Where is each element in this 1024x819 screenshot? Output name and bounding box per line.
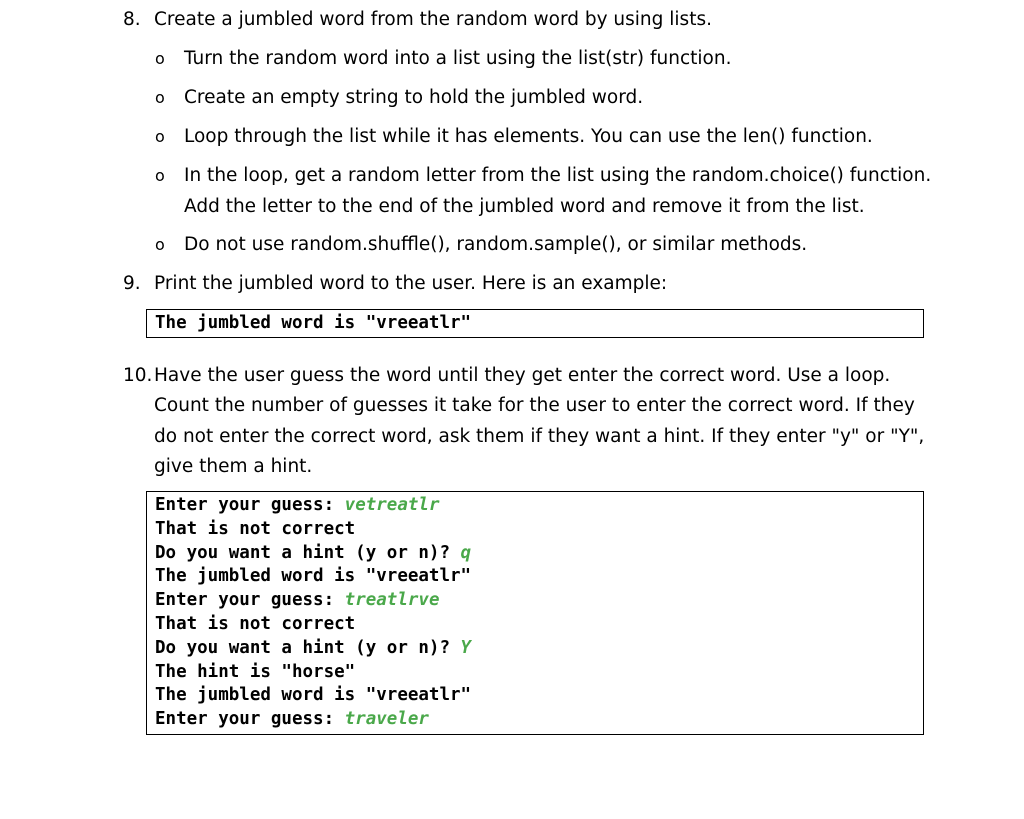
bullet-marker: o [155,49,165,68]
console-prompt: That is not correct [155,518,356,539]
user-input: treatlrve [344,590,440,611]
step-9-text: Print the jumbled word to the user. Here is an example: [154,273,668,294]
console-prompt: Do you want a hint (y or n)? [155,542,461,563]
step-9-number: 9. [123,273,141,294]
console-line [155,565,923,589]
console-line [155,637,923,661]
step-8-bullet-5: Do not use random.shuffle(), random.sample(), or similar methods. [184,234,808,255]
console-line [155,494,923,518]
user-input: vetreatlr [344,495,440,515]
console-line [155,589,923,613]
step-10-number: 10. [123,365,153,386]
step-8-bullet-3: Loop through the list while it has elements. You can use the len() function. [184,126,873,147]
console-prompt: The jumbled word is "vreeatlr" [155,685,472,706]
console-line [155,542,923,566]
console-prompt: Do you want a hint (y or n)? [155,637,461,658]
console-line [155,684,923,708]
step-8-bullet-1: Turn the random word into a list using the list(str) function. [184,48,732,69]
bullet-marker: o [155,235,165,254]
console-prompt: The jumbled word is "vreeatlr" [155,566,472,587]
bullet-marker: o [155,127,165,146]
console-line [155,708,923,732]
step-10-text [154,361,924,482]
step-10-line-3: do not enter the correct word, ask them if they want a hint. If they enter "y" or "Y", [154,425,925,447]
console-line [155,518,923,542]
step-10-line-1: Have the user guess the word until they get enter the correct word. Use a loop. [154,365,891,386]
example-output-box [146,309,924,338]
console-line [155,661,923,685]
user-input: traveler [344,709,429,730]
step-10-line-2: Count the number of guesses it take for the user to enter the correct word. If they [154,395,915,417]
step-8-bullet-4-line-2: Add the letter to the end of the jumbled word and remove it from the list. [184,196,865,217]
step-10-line-4: give them a hint. [154,455,313,477]
bullet-marker: o [155,88,165,107]
example-output-line: The jumbled word is "vreeatlr" [155,313,472,333]
console-prompt: The hint is "horse" [155,661,356,682]
console-prompt: That is not correct [155,613,356,634]
console-prompt: Enter your guess: [155,590,345,611]
console-session-box [146,491,924,735]
console-prompt: Enter your guess: [155,495,345,515]
user-input: Y [460,637,472,658]
bullet-marker: o [155,166,165,185]
step-8-number: 8. [123,9,141,30]
step-8-bullet-4-line-1: In the loop, get a random letter from the list using the random.choice() function. [184,165,932,186]
console-line [155,613,923,637]
console-prompt: Enter your guess: [155,709,345,730]
user-input: q [460,542,472,563]
step-8-bullet-2: Create an empty string to hold the jumbled word. [184,87,644,108]
step-8-text: Create a jumbled word from the random word by using lists. [154,9,712,30]
